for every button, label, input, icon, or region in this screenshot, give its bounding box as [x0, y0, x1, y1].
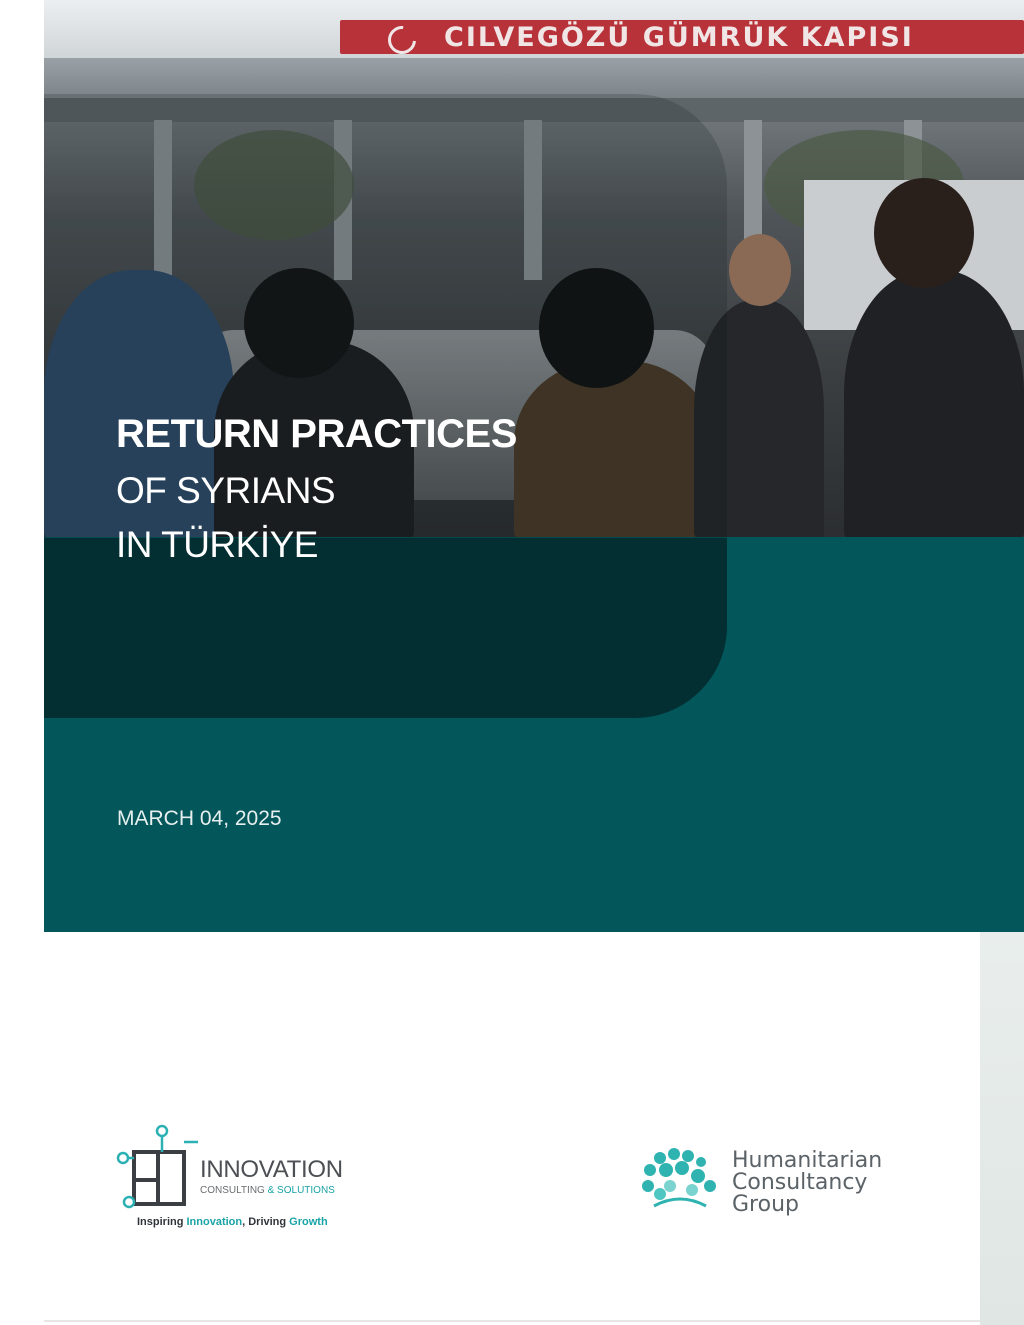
- hcg-line: Humanitarian: [732, 1148, 883, 1173]
- report-title-line2: OF SYRIANS: [116, 470, 336, 511]
- photo-person-head: [729, 234, 791, 306]
- tagline-part: , Driving: [242, 1216, 290, 1228]
- page-edge-strip: [980, 932, 1024, 1325]
- innovation-subtitle-text: CONSULTING: [200, 1185, 268, 1196]
- photo-canopy: [44, 58, 1024, 98]
- hcg-wordmark: [732, 1150, 882, 1216]
- tagline-part: Inspiring: [137, 1216, 187, 1228]
- innovation-subtitle-accent: & SOLUTIONS: [267, 1185, 335, 1196]
- page-bottom-line: [44, 1320, 980, 1322]
- photo-person: [844, 270, 1024, 540]
- report-title-line1: RETURN PRACTICES: [116, 412, 517, 456]
- page-margin: [0, 0, 44, 1325]
- photo-person-head: [874, 178, 974, 288]
- hcg-people-icon: [640, 1148, 720, 1212]
- innovation-wordmark: INNOVATION: [200, 1156, 343, 1183]
- innovation-mark-icon: [112, 1124, 198, 1216]
- tagline-highlight: Innovation: [186, 1216, 243, 1228]
- report-date: MARCH 04, 2025: [117, 807, 282, 830]
- sign-text: CILVEGÖZÜ GÜMRÜK KAPISI: [444, 21, 914, 53]
- innovation-subtitle: [200, 1185, 335, 1196]
- title-panel: [44, 94, 727, 718]
- hcg-line: Consultancy: [732, 1170, 868, 1195]
- hcg-line: Group: [732, 1192, 799, 1217]
- crescent-icon: [382, 20, 421, 59]
- tagline-highlight: Growth: [289, 1216, 328, 1228]
- innovation-tagline: [137, 1216, 328, 1228]
- border-gate-sign: [340, 20, 1024, 54]
- hcg-logo: [640, 1148, 920, 1228]
- innovation-logo: [112, 1124, 362, 1234]
- report-title-line3: IN TÜRKİYE: [116, 524, 318, 565]
